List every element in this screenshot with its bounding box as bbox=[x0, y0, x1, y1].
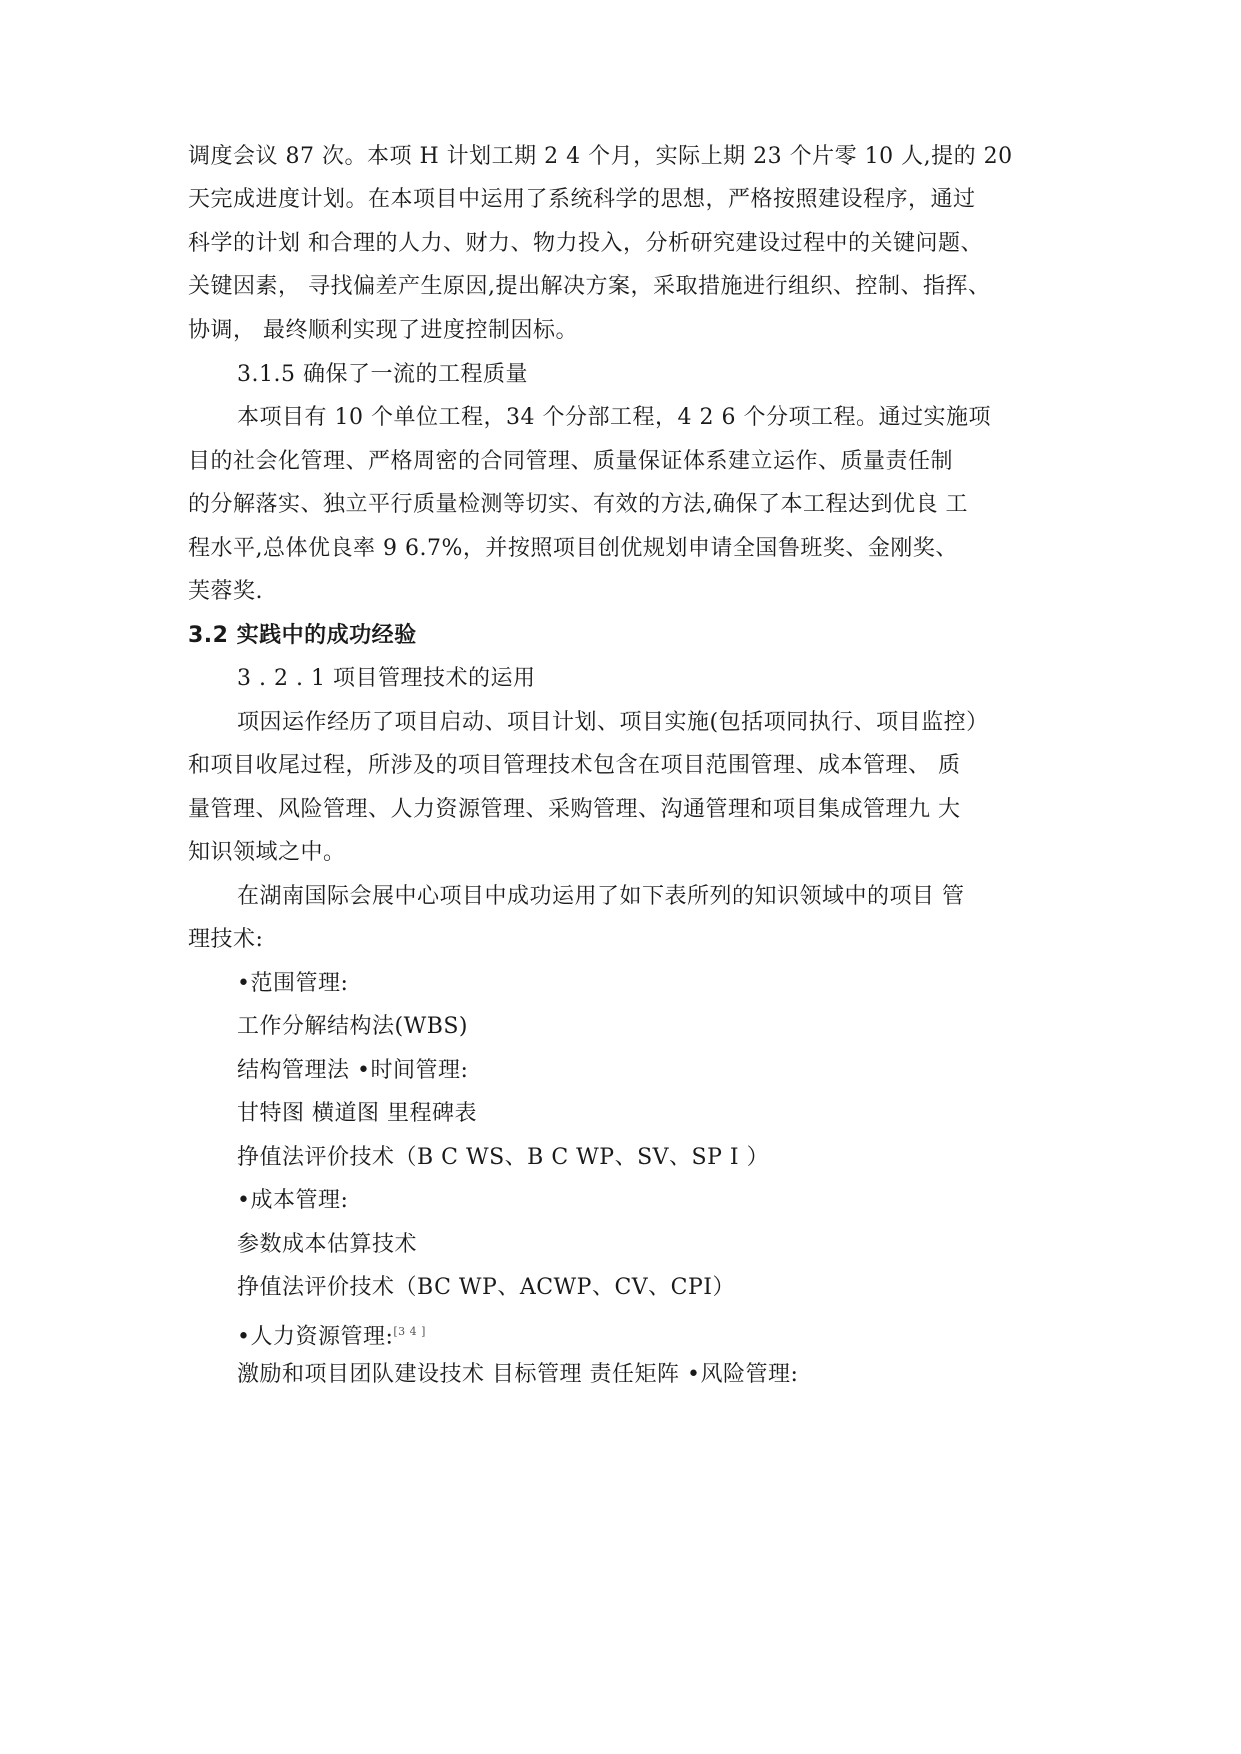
paragraph-line: 关键因素， 寻找偏差产生原因,提出解决方案，采取措施进行组织、控制、指挥、 bbox=[188, 274, 991, 299]
paragraph-line: 科学的计划 和合理的人力、财力、物力投入，分析研究建设过程中的关键问题、 bbox=[188, 231, 983, 256]
paragraph-line: 协调， 最终顺利实现了进度控制因标。 bbox=[188, 318, 578, 343]
list-item: •范围管理: bbox=[237, 971, 349, 996]
section-heading-3-2: 3.2 实践中的成功经验 bbox=[188, 623, 417, 648]
section-heading-3-1-5: 3.1.5 确保了一流的工程质量 bbox=[237, 362, 528, 387]
list-item: •成本管理: bbox=[237, 1188, 349, 1213]
paragraph-line: 项因运作经历了项目启动、项目计划、项目实施(包括项同执行、项目监控） bbox=[237, 710, 989, 735]
paragraph-line: 和项目收尾过程，所涉及的项目管理技术包含在项目范围管理、成本管理、 质 bbox=[188, 753, 961, 778]
paragraph-line: 知识领域之中。 bbox=[188, 840, 346, 865]
list-item: 结构管理法 •时间管理: bbox=[237, 1058, 469, 1083]
section-heading-3-2-1: 3 . 2 . 1 项目管理技术的运用 bbox=[237, 666, 536, 691]
paragraph-line: 本项目有 10 个单位工程，34 个分部工程，4 2 6 个分项工程。通过实施项 bbox=[237, 405, 991, 430]
citation-reference: [3 4 ] bbox=[393, 1325, 426, 1338]
paragraph-line: 调度会议 87 次。本项 H 计划工期 2 4 个月，实际上期 23 个片零 10 人,提的 20 bbox=[188, 144, 1013, 169]
list-item-label: •人力资源管理: bbox=[237, 1324, 394, 1350]
paragraph-line: 量管理、风险管理、人力资源管理、采购管理、沟通管理和项目集成管理九 大 bbox=[188, 797, 961, 822]
paragraph-line: 天完成进度计划。在本项目中运用了系统科学的思想，严格按照建设程序，通过 bbox=[188, 187, 976, 212]
list-item: 参数成本估算技术 bbox=[237, 1232, 418, 1257]
list-item: 工作分解结构法(WBS) bbox=[237, 1014, 469, 1039]
paragraph-line: 的分解落实、独立平行质量检测等切实、有效的方法,确保了本工程达到优良 工 bbox=[188, 492, 968, 517]
paragraph-line: 芙蓉奖. bbox=[188, 579, 263, 604]
list-item: 甘特图 横道图 里程碑表 bbox=[237, 1101, 477, 1126]
list-item: 挣值法评价技术（BC WP、ACWP、CV、CPI） bbox=[237, 1275, 735, 1300]
list-item-hr bbox=[237, 1317, 426, 1352]
paragraph-line: 目的社会化管理、严格周密的合同管理、质量保证体系建立运作、质量责任制 bbox=[188, 449, 954, 474]
paragraph-line: 程水平,总体优良率 9 6.7%，并按照项目创优规划申请全国鲁班奖、金刚奖、 bbox=[188, 536, 958, 561]
list-item: 挣值法评价技术（B C WS、B C WP、SV、SP I ） bbox=[237, 1145, 770, 1170]
paragraph-line: 在湖南国际会展中心项目中成功运用了如下表所列的知识领域中的项目 管 bbox=[237, 884, 965, 909]
paragraph-line: 理技术: bbox=[188, 927, 264, 952]
list-item: 激励和项目团队建设技术 目标管理 责任矩阵 •风险管理: bbox=[237, 1362, 799, 1387]
